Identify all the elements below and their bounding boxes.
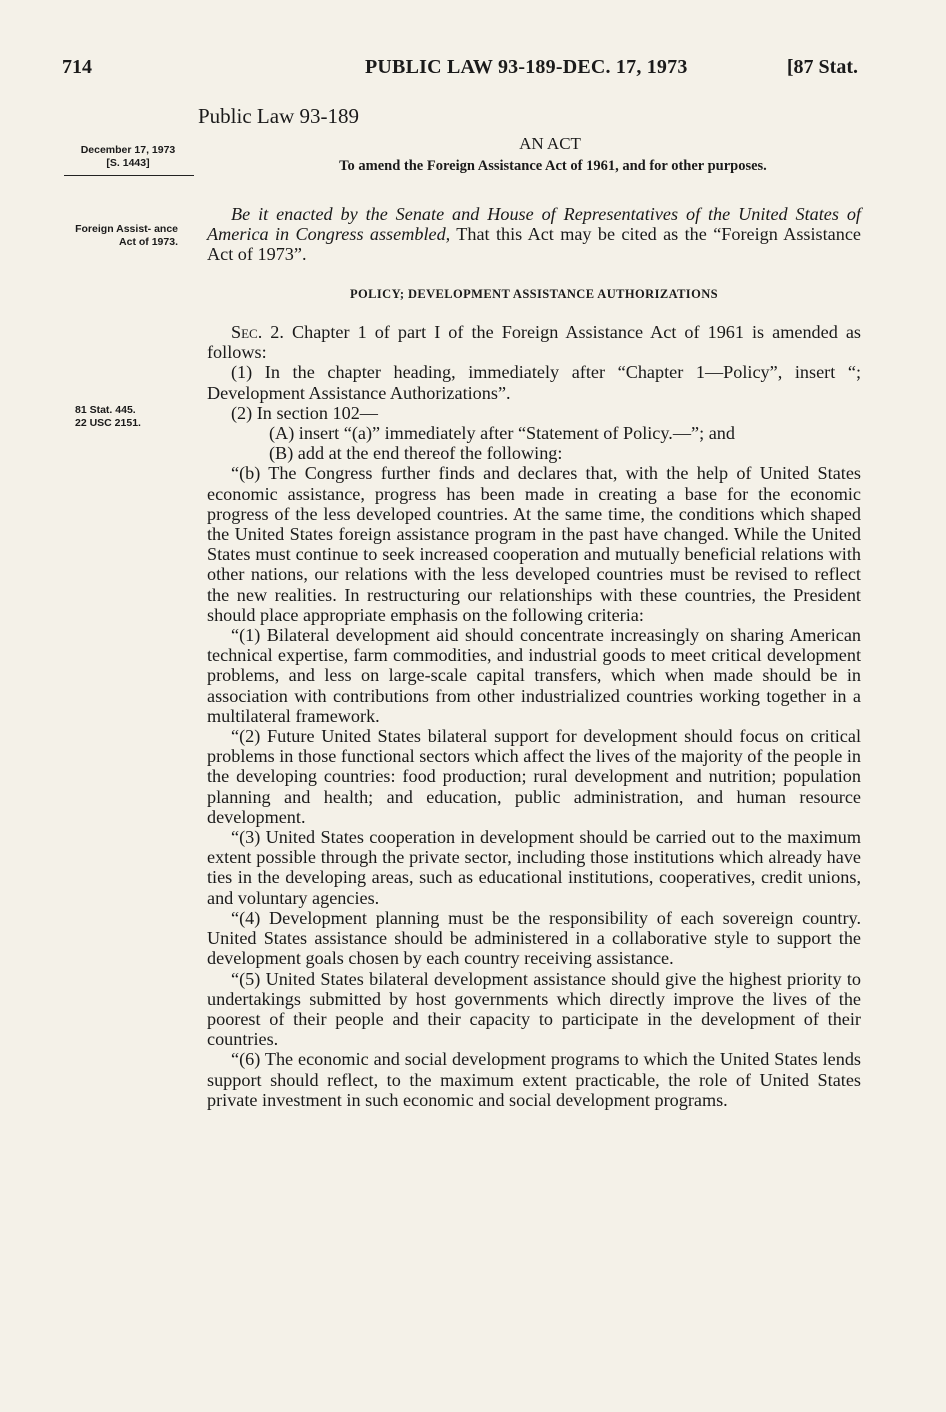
criterion-6: “(6) The economic and social development programs to which the United States lends support should reflect, to the maximum extent practicable, the role of United States private investment in such economic and social development programs. <box>207 1049 861 1110</box>
criterion-2: “(2) Future United States bilateral support for development should focus on critical problems in those functional sectors which affect the lives of the majority of the people in the developing countries: food production; rural development and nutrition; population planning and health; and education, public administration, and human resource development. <box>207 726 861 827</box>
act-purpose: To amend the Foreign Assistance Act of 1961, and for other purposes. <box>339 158 767 174</box>
sec2-text: Chapter 1 of part I of the Foreign Assistance Act of 1961 is amended as follows: <box>207 322 861 363</box>
criterion-1: “(1) Bilateral development aid should concentrate increasingly on sharing American technical expertise, farm commodities, and industrial goods to meet critical development problems, and less on large-scale capital transfers, which when made should be in association with contributions from other industrialized countries working together in a multilateral framework. <box>207 625 861 726</box>
criterion-5: “(5) United States bilateral development assistance should give the highest priority to undertakings submitted by host governments which directly improve the lives of the poorest of their people and their capacity to participate in the development of their countries. <box>207 968 861 1050</box>
margin-date-note <box>60 144 196 170</box>
header-title: PUBLIC LAW 93-189-DEC. 17, 1973 <box>365 56 688 78</box>
header-statute: [87 Stat. <box>786 56 858 78</box>
enacting-clause <box>207 204 861 265</box>
criterion-3: “(3) United States cooperation in development should be carried out to the maximum extent possible through the private sector, including those institutions which already have ties in the developing areas, such as educational institutions, cooperatives, credit unions, and voluntary agencies. <box>207 827 861 908</box>
item-2b: (B) add at the end thereof the following: <box>269 443 563 464</box>
act-heading: AN ACT <box>519 134 581 153</box>
sec2-paragraph <box>207 322 861 362</box>
law-title: Public Law 93-189 <box>198 104 359 128</box>
running-header <box>62 56 858 82</box>
margin-usc-ref: 22 USC 2151. <box>75 417 141 429</box>
item-2: (2) In section 102— <box>231 402 378 423</box>
section-2-body <box>207 322 861 1110</box>
margin-short-title-note: Foreign Assist- ance Act of 1973. <box>75 223 178 248</box>
margin-stat-ref: 81 Stat. 445. <box>75 404 136 416</box>
item-2a: (A) insert “(a)” immediately after “Statement of Policy.—”; and <box>269 423 735 444</box>
item-1: (1) In the chapter heading, immediately after “Chapter 1—Policy”, insert “; Development Assistance Authorizations”. <box>207 362 861 403</box>
paragraph-b: “(b) The Congress further finds and declares that, with the help of United States economic assistance, progress has been made in creating a base for the economic progress of the less developed countries. At the same time, the conditions which shaped the United States foreign assistance program in the past have changed. While the United States must continue to seek increased cooperation and mutually beneficial relations with other nations, our relations with the less developed countries must be revised to reflect the new realities. In restructuring our relationships with these countries, the President should place appropriate emphasis on the following criteria: <box>207 463 861 625</box>
margin-rule <box>64 175 194 176</box>
margin-bill: [S. 1443] <box>106 157 150 169</box>
margin-citation-note <box>75 404 215 430</box>
sec2-label: Sec. 2. <box>231 322 284 342</box>
page-number: 714 <box>62 56 92 78</box>
enacting-rest: That this Act may be cited as the “Foreign Assistance Act of 1973”. <box>207 224 861 265</box>
criterion-4: “(4) Development planning must be the responsibility of each sovereign country. United States assistance should be administered in a collaborative style to support the development goals chosen by each country receiving assistance. <box>207 907 861 969</box>
margin-date: December 17, 1973 <box>80 144 176 156</box>
enacting-italic: Be it enacted by the Senate and House of Representatives of the United States of America in Congress assembled, <box>207 204 861 245</box>
section-heading: POLICY; DEVELOPMENT ASSISTANCE AUTHORIZATIONS <box>350 287 718 301</box>
